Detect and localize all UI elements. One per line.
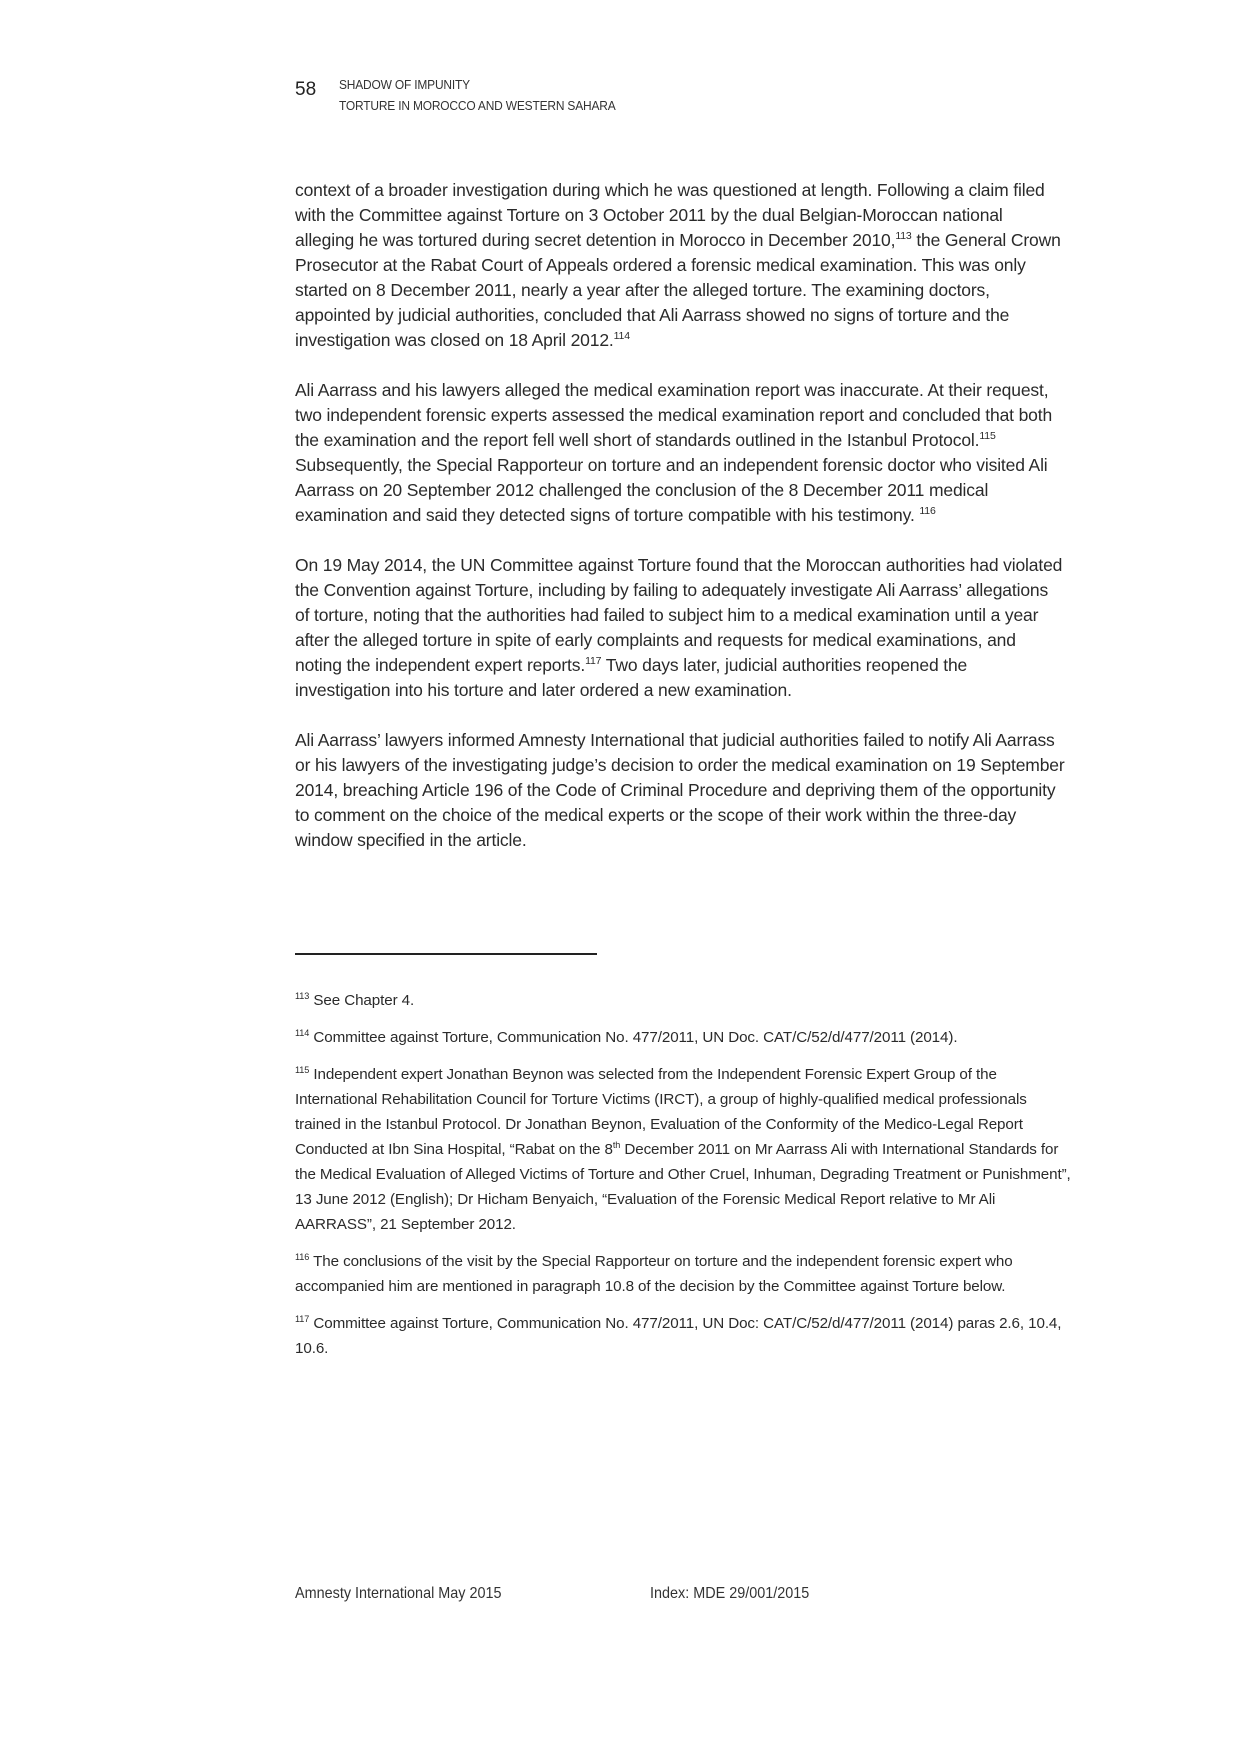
footer-index: Index: MDE 29/001/2015	[650, 1585, 810, 1602]
footer-publisher: Amnesty International May 2015	[295, 1585, 502, 1602]
footnote-ref-114[interactable]: 114	[613, 330, 630, 343]
footnote-ref-115[interactable]: 115	[979, 430, 996, 443]
paragraph-1: context of a broader investigation during which he was questioned at length. Following a claim filed with the Committee against Torture on 3 October 2011 by the dual Belgian-Moroccan national alleging he was tortured during secret detention in Morocco in December 2010,$^{113}$ the General Crown Prosecutor at the Rabat Court of Appeals ordered a forensic medical examination. This was only started on 8 December 2011, nearly a year after the alleged torture. The examining doctors, appointed by judicial authorities, concluded that Ali Aarrass showed no signs of torture and the investigation was closed on 18 April 2012.$^{114}$	[295, 180, 1061, 350]
page-number: 58	[295, 79, 317, 100]
doc-subtitle: TORTURE IN MOROCCO AND WESTERN SAHARA	[339, 98, 616, 113]
footnote-113: $^{113}$ See Chapter 4.	[295, 990, 415, 1009]
page-header	[295, 74, 640, 116]
footnote-114: $^{114}$ Committee against Torture, Communication No. 477/2011, UN Doc. CAT/C/52/d/477/2011 (2014).	[295, 1027, 958, 1046]
main-body	[295, 178, 1065, 878]
paragraph-4: Ali Aarrass’ lawyers informed Amnesty International that judicial authorities failed to notify Ali Aarrass or his lawyers of the investigating judge’s decision to order the medical examination on 19 September 2014, breaching Article 196 of the Code of Criminal Procedure and depriving them of the opportunity to comment on the choice of the medical experts or the scope of their work within the three-day window specified in the article.	[295, 730, 1065, 850]
paragraph-2: Ali Aarrass and his lawyers alleged the medical examination report was inaccurate. At their request, two independent forensic experts assessed the medical examination report and concluded that both the examination and the report fell well short of standards outlined in the Istanbul Protocol.$^{115}$ Subsequently, the Special Rapporteur on torture and an independent forensic doctor who visited Ali Aarrass on 20 September 2012 challenged the conclusion of the 8 December 2011 medical examination and said they detected signs of torture compatible with his testimony. $^{116}$	[295, 380, 1053, 525]
footnote-ref-113[interactable]: 113	[895, 230, 912, 243]
footnote-116: $^{116}$ The conclusions of the visit by the Special Rapporteur on torture and the independent forensic expert who accompanied him are mentioned in paragraph 10.8 of the decision by the Committee against Torture below.	[295, 1251, 1013, 1295]
running-title	[339, 74, 616, 116]
footnote-ref-117[interactable]: 117	[585, 655, 602, 668]
paragraph-3: On 19 May 2014, the UN Committee against Torture found that the Moroccan authorities had violated the Convention against Torture, including by failing to adequately investigate Ali Aarrass’ allegations of torture, noting that the authorities had failed to subject him to a medical examination until a year after the alleged torture in spite of early complaints and requests for medical examinations, and noting the independent expert reports.$^{117}$ Two days later, judicial authorities reopened the investigation into his torture and later ordered a new examination.	[295, 555, 1063, 700]
footnotes	[295, 988, 1075, 1373]
footnote-ref-116[interactable]: 116	[919, 505, 936, 518]
footnote-115: $^{115}$ Independent expert Jonathan Beynon was selected from the Independent Forensic Expert Group of the International Rehabilitation Council for Torture Victims (IRCT), a group of highly-qualified medical professionals trained in the Istanbul Protocol. Dr Jonathan Beynon, Evaluation of the Conformity of the Medico-Legal Report Conducted at Ibn Sina Hospital, “Rabat on the 8th December 2011 on Mr Aarrass Ali with International Standards for the Medical Evaluation of Alleged Victims of Torture and Other Cruel, Inhuman, Degrading Treatment or Punishment”, 13 June 2012 (English); Dr Hicham Benyaich, “Evaluation of the Forensic Medical Report relative to Mr Ali AARRASS”, 21 September 2012.	[295, 1064, 1071, 1233]
footnote-divider	[295, 953, 597, 955]
doc-title: SHADOW OF IMPUNITY	[339, 77, 470, 92]
footnote-117: $^{117}$ Committee against Torture, Communication No. 477/2011, UN Doc: CAT/C/52/d/477/2011 (2014) paras 2.6, 10.4, 10.6.	[295, 1313, 1062, 1357]
